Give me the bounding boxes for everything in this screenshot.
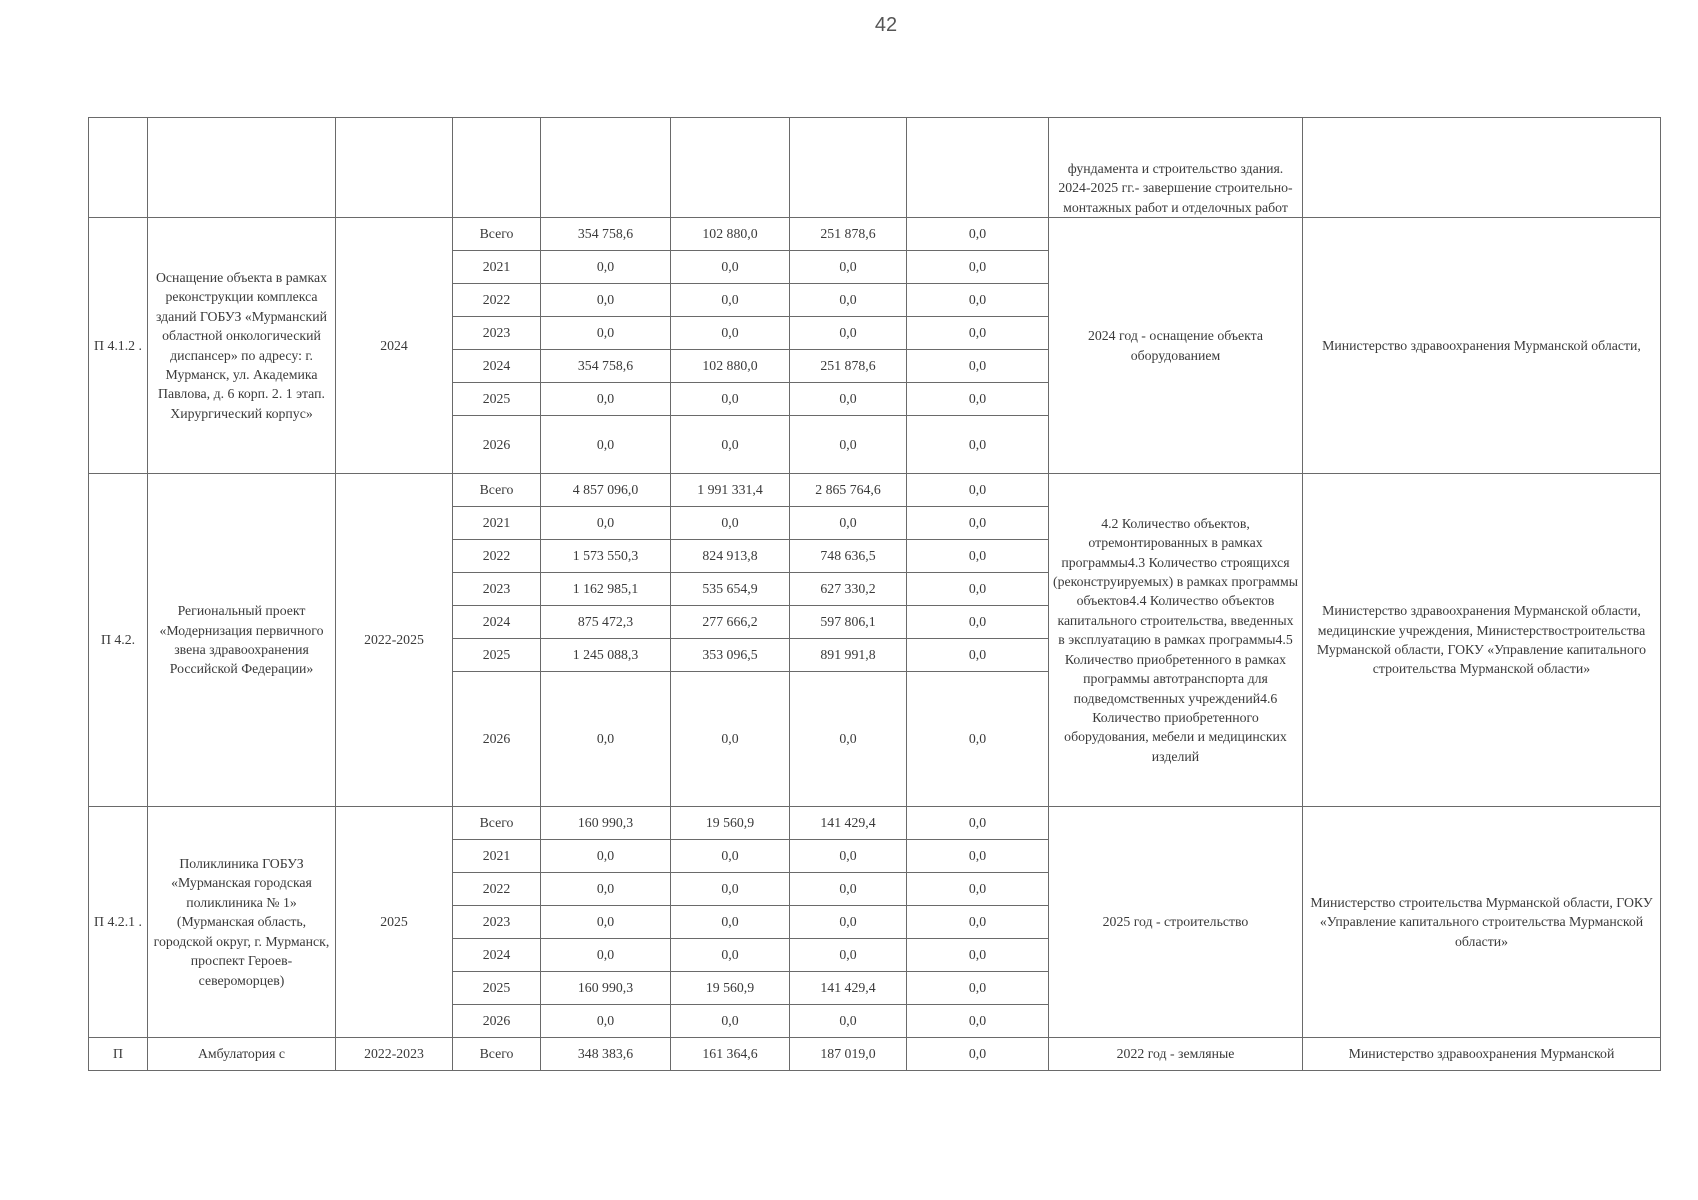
year-cell: 2023 [453, 573, 541, 606]
program-table [88, 117, 1661, 1071]
total-cell: 160 990,3 [541, 972, 671, 1005]
budget1-cell: 0,0 [671, 251, 790, 284]
budget2-cell: 0,0 [790, 383, 907, 416]
budget2-cell: 0,0 [790, 672, 907, 807]
row-name: Региональный проект «Модернизация первичного звена здравоохранения Российской Федерации» [148, 474, 336, 807]
table-row [89, 118, 1661, 218]
budget1-cell: 535 654,9 [671, 573, 790, 606]
total-cell: 0,0 [541, 906, 671, 939]
budget3-cell: 0,0 [907, 284, 1049, 317]
budget3-cell: 0,0 [907, 507, 1049, 540]
result-cell: 4.2 Количество объектов, отремонтированных в рамках программы4.3 Количество строящихся (реконструируемых) в рамках программы объектов4.4 Количество объектов капитального строительства, введенных в эксплуатацию в рамках программы4.5 Количество приобретенного в рамках программы автотранспорта для подведомственных учреждений4.6 Количество приобретенного оборудования, мебели и медицинских изделий [1049, 474, 1303, 807]
budget3-cell: 0,0 [907, 474, 1049, 507]
budget3-cell: 0,0 [907, 573, 1049, 606]
budget1-cell: 102 880,0 [671, 218, 790, 251]
row-code: П 4.1.2 . [89, 218, 148, 474]
table-row [89, 807, 1661, 840]
budget3-cell: 0,0 [907, 873, 1049, 906]
year-cell: 2026 [453, 672, 541, 807]
executor-cell: Министерство здравоохранения Мурманской [1303, 1038, 1661, 1071]
budget1-cell: 0,0 [671, 284, 790, 317]
year-cell: Всего [453, 807, 541, 840]
budget2-cell: 141 429,4 [790, 972, 907, 1005]
row-name: Поликлиника ГОБУЗ «Мурманская городская поликлиника № 1» (Мурманская область, городской округ, г. Мурманск, проспект Героев-североморцев) [148, 807, 336, 1038]
budget1-cell: 277 666,2 [671, 606, 790, 639]
budget1-cell: 0,0 [671, 840, 790, 873]
budget1-cell: 0,0 [671, 416, 790, 474]
year-cell: 2021 [453, 840, 541, 873]
year-cell: 2021 [453, 251, 541, 284]
budget3-cell: 0,0 [907, 383, 1049, 416]
total-cell: 4 857 096,0 [541, 474, 671, 507]
row-period: 2022-2023 [336, 1038, 453, 1071]
budget2-cell: 0,0 [790, 251, 907, 284]
page-number: 42 [874, 14, 898, 36]
budget3-cell: 0,0 [907, 317, 1049, 350]
budget2-cell: 891 991,8 [790, 639, 907, 672]
year-cell: 2026 [453, 1005, 541, 1038]
budget2-cell: 0,0 [790, 873, 907, 906]
table-row [89, 1038, 1661, 1071]
budget3-cell: 0,0 [907, 840, 1049, 873]
budget3-cell: 0,0 [907, 972, 1049, 1005]
row-period: 2022-2025 [336, 474, 453, 807]
year-cell: 2024 [453, 939, 541, 972]
total-cell: 354 758,6 [541, 218, 671, 251]
row-period: 2025 [336, 807, 453, 1038]
budget3-cell: 0,0 [907, 416, 1049, 474]
total-cell: 0,0 [541, 939, 671, 972]
budget1-cell: 0,0 [671, 939, 790, 972]
executor-cell: Министерство здравоохранения Мурманской области, медицинские учреждения, Министерствостроительства Мурманской области, ГОКУ «Управление капитального строительства Мурманской области» [1303, 474, 1661, 807]
budget2-cell: 187 019,0 [790, 1038, 907, 1071]
result-cell: 2025 год - строительство [1049, 807, 1303, 1038]
budget1-cell: 161 364,6 [671, 1038, 790, 1071]
total-cell: 0,0 [541, 383, 671, 416]
year-cell: 2024 [453, 350, 541, 383]
table-row [89, 474, 1661, 507]
total-cell: 1 245 088,3 [541, 639, 671, 672]
total-cell: 354 758,6 [541, 350, 671, 383]
budget1-cell: 0,0 [671, 507, 790, 540]
budget1-cell: 0,0 [671, 317, 790, 350]
budget2-cell: 0,0 [790, 317, 907, 350]
budget2-cell: 0,0 [790, 939, 907, 972]
result-cell: 2022 год - земляные [1049, 1038, 1303, 1071]
budget2-cell: 141 429,4 [790, 807, 907, 840]
budget3-cell: 0,0 [907, 939, 1049, 972]
budget3-cell: 0,0 [907, 350, 1049, 383]
budget3-cell: 0,0 [907, 218, 1049, 251]
executor-cell: Министерство строительства Мурманской области, ГОКУ «Управление капитального строительства Мурманской области» [1303, 807, 1661, 1038]
year-cell: 2025 [453, 972, 541, 1005]
budget1-cell: 0,0 [671, 672, 790, 807]
total-cell: 0,0 [541, 1005, 671, 1038]
budget2-cell: 0,0 [790, 507, 907, 540]
result-cell: фундамента и строительство здания. 2024-2025 гг.- завершение строительно-монтажных работ и отделочных работ [1049, 118, 1303, 218]
budget1-cell: 824 913,8 [671, 540, 790, 573]
budget1-cell: 19 560,9 [671, 807, 790, 840]
budget2-cell: 0,0 [790, 840, 907, 873]
budget3-cell: 0,0 [907, 1005, 1049, 1038]
total-cell: 1 162 985,1 [541, 573, 671, 606]
year-cell: 2023 [453, 906, 541, 939]
result-cell: 2024 год - оснащение объекта оборудованием [1049, 218, 1303, 474]
budget1-cell: 0,0 [671, 1005, 790, 1038]
budget2-cell: 0,0 [790, 1005, 907, 1038]
row-name: Амбулатория с [148, 1038, 336, 1071]
budget2-cell: 0,0 [790, 416, 907, 474]
year-cell: 2025 [453, 383, 541, 416]
total-cell: 0,0 [541, 507, 671, 540]
budget3-cell: 0,0 [907, 606, 1049, 639]
executor-cell: Министерство здравоохранения Мурманской области, [1303, 218, 1661, 474]
budget3-cell: 0,0 [907, 807, 1049, 840]
row-period: 2024 [336, 218, 453, 474]
budget2-cell: 251 878,6 [790, 350, 907, 383]
budget2-cell: 597 806,1 [790, 606, 907, 639]
budget3-cell: 0,0 [907, 1038, 1049, 1071]
total-cell: 0,0 [541, 251, 671, 284]
total-cell: 0,0 [541, 317, 671, 350]
year-cell: 2026 [453, 416, 541, 474]
budget2-cell: 251 878,6 [790, 218, 907, 251]
budget3-cell: 0,0 [907, 906, 1049, 939]
year-cell: Всего [453, 474, 541, 507]
budget1-cell: 1 991 331,4 [671, 474, 790, 507]
year-cell: 2022 [453, 873, 541, 906]
year-cell: Всего [453, 218, 541, 251]
row-code: П 4.2. [89, 474, 148, 807]
total-cell: 875 472,3 [541, 606, 671, 639]
budget2-cell: 0,0 [790, 906, 907, 939]
year-cell: 2025 [453, 639, 541, 672]
budget1-cell: 353 096,5 [671, 639, 790, 672]
budget1-cell: 19 560,9 [671, 972, 790, 1005]
budget1-cell: 0,0 [671, 906, 790, 939]
budget2-cell: 748 636,5 [790, 540, 907, 573]
year-cell: Всего [453, 1038, 541, 1071]
total-cell: 0,0 [541, 416, 671, 474]
year-cell: 2022 [453, 540, 541, 573]
year-cell: 2024 [453, 606, 541, 639]
row-code: П [89, 1038, 148, 1071]
total-cell: 0,0 [541, 672, 671, 807]
budget1-cell: 0,0 [671, 873, 790, 906]
row-code: П 4.2.1 . [89, 807, 148, 1038]
budget3-cell: 0,0 [907, 251, 1049, 284]
total-cell: 348 383,6 [541, 1038, 671, 1071]
total-cell: 0,0 [541, 873, 671, 906]
budget3-cell: 0,0 [907, 639, 1049, 672]
total-cell: 160 990,3 [541, 807, 671, 840]
budget3-cell: 0,0 [907, 540, 1049, 573]
budget1-cell: 0,0 [671, 383, 790, 416]
year-cell: 2022 [453, 284, 541, 317]
budget2-cell: 2 865 764,6 [790, 474, 907, 507]
year-cell: 2023 [453, 317, 541, 350]
total-cell: 1 573 550,3 [541, 540, 671, 573]
budget2-cell: 627 330,2 [790, 573, 907, 606]
year-cell: 2021 [453, 507, 541, 540]
budget1-cell: 102 880,0 [671, 350, 790, 383]
table-row [89, 218, 1661, 251]
row-name: Оснащение объекта в рамках реконструкции комплекса зданий ГОБУЗ «Мурманский областной онкологический диспансер» по адресу: г. Мурманск, ул. Академика Павлова, д. 6 корп. 2. 1 этап. Хирургический корпус» [148, 218, 336, 474]
total-cell: 0,0 [541, 840, 671, 873]
total-cell: 0,0 [541, 284, 671, 317]
budget2-cell: 0,0 [790, 284, 907, 317]
budget3-cell: 0,0 [907, 672, 1049, 807]
